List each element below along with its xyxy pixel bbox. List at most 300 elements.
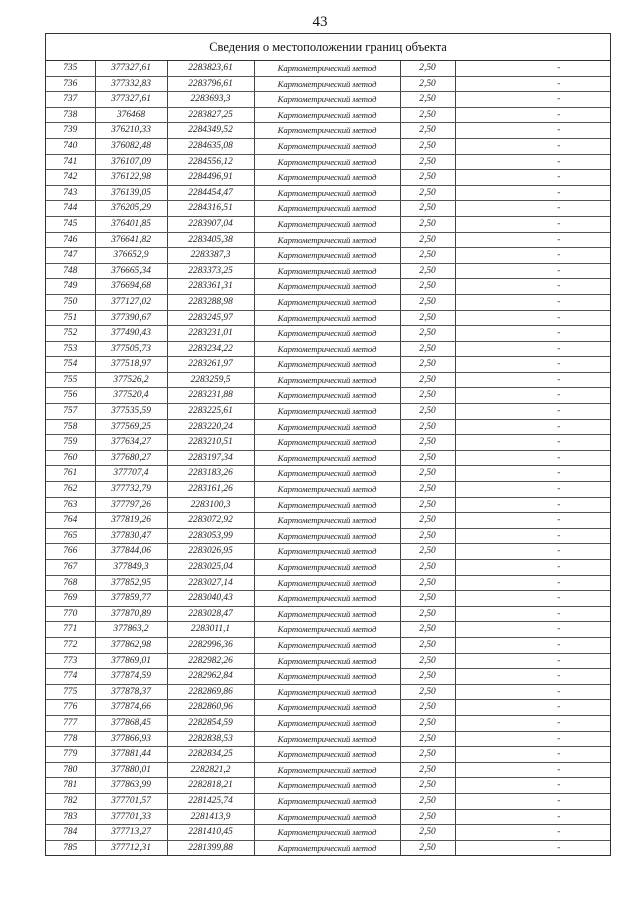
description-cell: - [455, 61, 610, 76]
accuracy-cell: 2,50 [400, 76, 455, 92]
coordinate-y-cell: 2283261,97 [167, 357, 254, 373]
point-number-cell: 741 [46, 154, 95, 170]
table-row [46, 747, 610, 763]
table-row [46, 154, 610, 170]
table-row [46, 404, 610, 420]
coordinate-y-cell: 2282818,21 [167, 778, 254, 794]
table-row [46, 513, 610, 529]
method-cell: Картометрический метод [254, 575, 400, 591]
description-cell: - [455, 497, 610, 513]
coordinate-x-cell: 376665,34 [95, 263, 167, 279]
coordinate-y-cell: 2282982,26 [167, 653, 254, 669]
description-cell: - [455, 123, 610, 139]
table-row [46, 544, 610, 560]
coordinate-y-cell: 2283231,01 [167, 326, 254, 342]
method-cell: Картометрический метод [254, 185, 400, 201]
coordinate-x-cell: 377849,3 [95, 560, 167, 576]
coordinate-y-cell: 2282869,86 [167, 684, 254, 700]
table-row [46, 201, 610, 217]
coordinate-x-cell: 377881,44 [95, 747, 167, 763]
coordinate-y-cell: 2283025,04 [167, 560, 254, 576]
coordinate-x-cell: 376210,33 [95, 123, 167, 139]
point-number-cell: 781 [46, 778, 95, 794]
coordinate-y-cell: 2283072,92 [167, 513, 254, 529]
coordinate-x-cell: 376401,85 [95, 216, 167, 232]
accuracy-cell: 2,50 [400, 591, 455, 607]
point-number-cell: 772 [46, 637, 95, 653]
coordinate-y-cell: 2282834,25 [167, 747, 254, 763]
description-cell: - [455, 793, 610, 809]
description-cell: - [455, 154, 610, 170]
table-row [46, 263, 610, 279]
point-number-cell: 779 [46, 747, 95, 763]
description-cell: - [455, 216, 610, 232]
description-cell: - [455, 201, 610, 217]
table-row [46, 232, 610, 248]
method-cell: Картометрический метод [254, 154, 400, 170]
point-number-cell: 743 [46, 185, 95, 201]
point-number-cell: 769 [46, 591, 95, 607]
coordinate-x-cell: 376694,68 [95, 279, 167, 295]
table-row [46, 731, 610, 747]
method-cell: Картометрический метод [254, 606, 400, 622]
method-cell: Картометрический метод [254, 357, 400, 373]
method-cell: Картометрический метод [254, 622, 400, 638]
coordinate-y-cell: 2283100,3 [167, 497, 254, 513]
description-cell: - [455, 372, 610, 388]
method-cell: Картометрический метод [254, 513, 400, 529]
coordinate-y-cell: 2283827,25 [167, 107, 254, 123]
description-cell: - [455, 575, 610, 591]
table-row [46, 450, 610, 466]
coordinate-x-cell: 376139,05 [95, 185, 167, 201]
method-cell: Картометрический метод [254, 497, 400, 513]
table-row [46, 310, 610, 326]
accuracy-cell: 2,50 [400, 497, 455, 513]
description-cell: - [455, 279, 610, 295]
accuracy-cell: 2,50 [400, 294, 455, 310]
coordinate-x-cell: 377332,83 [95, 76, 167, 92]
accuracy-cell: 2,50 [400, 341, 455, 357]
description-cell: - [455, 435, 610, 451]
point-number-cell: 777 [46, 715, 95, 731]
description-cell: - [455, 715, 610, 731]
table-row [46, 840, 610, 855]
coordinate-x-cell: 377797,26 [95, 497, 167, 513]
description-cell: - [455, 185, 610, 201]
coordinate-y-cell: 2283361,31 [167, 279, 254, 295]
table-row [46, 138, 610, 154]
accuracy-cell: 2,50 [400, 435, 455, 451]
description-cell: - [455, 637, 610, 653]
description-cell: - [455, 528, 610, 544]
accuracy-cell: 2,50 [400, 513, 455, 529]
description-cell: - [455, 138, 610, 154]
coordinate-x-cell: 376107,09 [95, 154, 167, 170]
coordinate-x-cell: 377863,2 [95, 622, 167, 638]
accuracy-cell: 2,50 [400, 357, 455, 373]
description-cell: - [455, 684, 610, 700]
point-number-cell: 762 [46, 482, 95, 498]
table-row [46, 684, 610, 700]
table-row [46, 809, 610, 825]
point-number-cell: 771 [46, 622, 95, 638]
coordinate-y-cell: 2281399,88 [167, 840, 254, 855]
method-cell: Картометрический метод [254, 528, 400, 544]
coordinate-x-cell: 377874,59 [95, 669, 167, 685]
coordinate-x-cell: 377390,67 [95, 310, 167, 326]
coordinate-x-cell: 376205,29 [95, 201, 167, 217]
table-row [46, 216, 610, 232]
table-row [46, 294, 610, 310]
point-number-cell: 749 [46, 279, 95, 295]
method-cell: Картометрический метод [254, 310, 400, 326]
method-cell: Картометрический метод [254, 762, 400, 778]
coordinate-x-cell: 377844,06 [95, 544, 167, 560]
method-cell: Картометрический метод [254, 92, 400, 108]
coordinate-y-cell: 2283161,26 [167, 482, 254, 498]
coordinate-y-cell: 2283210,51 [167, 435, 254, 451]
coordinate-y-cell: 2283011,1 [167, 622, 254, 638]
point-number-cell: 745 [46, 216, 95, 232]
coordinate-y-cell: 2284496,91 [167, 170, 254, 186]
coordinate-y-cell: 2283231,88 [167, 388, 254, 404]
point-number-cell: 775 [46, 684, 95, 700]
coordinate-x-cell: 376122,98 [95, 170, 167, 186]
accuracy-cell: 2,50 [400, 637, 455, 653]
method-cell: Картометрический метод [254, 372, 400, 388]
method-cell: Картометрический метод [254, 825, 400, 841]
accuracy-cell: 2,50 [400, 372, 455, 388]
point-number-cell: 774 [46, 669, 95, 685]
table-row [46, 622, 610, 638]
accuracy-cell: 2,50 [400, 123, 455, 139]
table-row [46, 669, 610, 685]
accuracy-cell: 2,50 [400, 61, 455, 76]
accuracy-cell: 2,50 [400, 825, 455, 841]
coordinate-y-cell: 2282854,59 [167, 715, 254, 731]
description-cell: - [455, 513, 610, 529]
description-cell: - [455, 76, 610, 92]
point-number-cell: 776 [46, 700, 95, 716]
coordinate-y-cell: 2283028,47 [167, 606, 254, 622]
point-number-cell: 760 [46, 450, 95, 466]
table-row [46, 778, 610, 794]
description-cell: - [455, 731, 610, 747]
method-cell: Картометрический метод [254, 435, 400, 451]
coordinate-y-cell: 2283405,38 [167, 232, 254, 248]
point-number-cell: 761 [46, 466, 95, 482]
description-cell: - [455, 778, 610, 794]
point-number-cell: 752 [46, 326, 95, 342]
accuracy-cell: 2,50 [400, 793, 455, 809]
accuracy-cell: 2,50 [400, 201, 455, 217]
table-row [46, 248, 610, 264]
coordinate-x-cell: 377707,4 [95, 466, 167, 482]
coordinate-x-cell: 377866,93 [95, 731, 167, 747]
table-row [46, 61, 610, 76]
point-number-cell: 778 [46, 731, 95, 747]
description-cell: - [455, 466, 610, 482]
description-cell: - [455, 544, 610, 560]
accuracy-cell: 2,50 [400, 575, 455, 591]
point-number-cell: 746 [46, 232, 95, 248]
table-row [46, 326, 610, 342]
method-cell: Картометрический метод [254, 684, 400, 700]
description-cell: - [455, 357, 610, 373]
table-row [46, 482, 610, 498]
coordinate-x-cell: 377713,27 [95, 825, 167, 841]
point-number-cell: 764 [46, 513, 95, 529]
coordinate-y-cell: 2283026,95 [167, 544, 254, 560]
description-cell: - [455, 294, 610, 310]
accuracy-cell: 2,50 [400, 653, 455, 669]
table-row [46, 107, 610, 123]
description-cell: - [455, 404, 610, 420]
accuracy-cell: 2,50 [400, 263, 455, 279]
description-cell: - [455, 482, 610, 498]
coordinate-x-cell: 377701,33 [95, 809, 167, 825]
coordinate-x-cell: 377880,01 [95, 762, 167, 778]
table-row [46, 388, 610, 404]
accuracy-cell: 2,50 [400, 138, 455, 154]
description-cell: - [455, 248, 610, 264]
coordinate-x-cell: 377526,2 [95, 372, 167, 388]
coordinate-y-cell: 2282996,36 [167, 637, 254, 653]
accuracy-cell: 2,50 [400, 544, 455, 560]
coordinate-y-cell: 2281413,9 [167, 809, 254, 825]
coordinate-x-cell: 377535,59 [95, 404, 167, 420]
coordinate-x-cell: 377634,27 [95, 435, 167, 451]
coordinate-y-cell: 2284316,51 [167, 201, 254, 217]
point-number-cell: 783 [46, 809, 95, 825]
accuracy-cell: 2,50 [400, 747, 455, 763]
table-row [46, 123, 610, 139]
accuracy-cell: 2,50 [400, 170, 455, 186]
point-number-cell: 744 [46, 201, 95, 217]
accuracy-cell: 2,50 [400, 326, 455, 342]
coordinate-x-cell: 377127,02 [95, 294, 167, 310]
table-row [46, 185, 610, 201]
table-row [46, 497, 610, 513]
table-row [46, 591, 610, 607]
table-row [46, 762, 610, 778]
description-cell: - [455, 591, 610, 607]
accuracy-cell: 2,50 [400, 279, 455, 295]
coordinate-y-cell: 2283234,22 [167, 341, 254, 357]
description-cell: - [455, 388, 610, 404]
method-cell: Картометрический метод [254, 809, 400, 825]
description-cell: - [455, 669, 610, 685]
coordinate-x-cell: 377569,25 [95, 419, 167, 435]
table-row [46, 575, 610, 591]
coordinate-x-cell: 376468 [95, 107, 167, 123]
coordinate-y-cell: 2283907,04 [167, 216, 254, 232]
accuracy-cell: 2,50 [400, 684, 455, 700]
coordinate-x-cell: 377868,45 [95, 715, 167, 731]
table-row [46, 560, 610, 576]
method-cell: Картометрический метод [254, 778, 400, 794]
point-number-cell: 758 [46, 419, 95, 435]
point-number-cell: 751 [46, 310, 95, 326]
method-cell: Картометрический метод [254, 404, 400, 420]
point-number-cell: 742 [46, 170, 95, 186]
point-number-cell: 782 [46, 793, 95, 809]
accuracy-cell: 2,50 [400, 310, 455, 326]
description-cell: - [455, 263, 610, 279]
point-number-cell: 766 [46, 544, 95, 560]
method-cell: Картометрический метод [254, 482, 400, 498]
table-caption: Сведения о местоположении границ объекта [46, 34, 610, 61]
method-cell: Картометрический метод [254, 637, 400, 653]
point-number-cell: 756 [46, 388, 95, 404]
coordinate-x-cell: 377327,61 [95, 92, 167, 108]
point-number-cell: 739 [46, 123, 95, 139]
coordinate-x-cell: 377870,89 [95, 606, 167, 622]
description-cell: - [455, 107, 610, 123]
point-number-cell: 785 [46, 840, 95, 855]
coordinates-table [46, 61, 610, 855]
coordinate-x-cell: 376082,48 [95, 138, 167, 154]
description-cell: - [455, 310, 610, 326]
coordinate-x-cell: 376652,9 [95, 248, 167, 264]
accuracy-cell: 2,50 [400, 700, 455, 716]
point-number-cell: 757 [46, 404, 95, 420]
description-cell: - [455, 232, 610, 248]
description-cell: - [557, 842, 561, 853]
point-number-cell: 763 [46, 497, 95, 513]
coordinate-y-cell: 2283183,26 [167, 466, 254, 482]
coordinate-y-cell: 2283373,25 [167, 263, 254, 279]
method-cell: Картометрический метод [254, 216, 400, 232]
accuracy-cell: 2,50 [400, 92, 455, 108]
description-cell: - [455, 560, 610, 576]
table-row [46, 637, 610, 653]
point-number-cell: 780 [46, 762, 95, 778]
description-cell: - [455, 825, 610, 841]
coordinate-y-cell: 2283053,99 [167, 528, 254, 544]
table-row [46, 715, 610, 731]
point-number-cell: 770 [46, 606, 95, 622]
table-row [46, 372, 610, 388]
point-number-cell: 737 [46, 92, 95, 108]
method-cell: Картометрический метод [254, 450, 400, 466]
coordinate-y-cell: 2284349,52 [167, 123, 254, 139]
method-cell: Картометрический метод [254, 76, 400, 92]
accuracy-cell: 2,50 [400, 622, 455, 638]
point-number-cell: 767 [46, 560, 95, 576]
accuracy-cell: 2,50 [400, 762, 455, 778]
method-cell: Картометрический метод [254, 700, 400, 716]
coordinate-y-cell: 2282838,53 [167, 731, 254, 747]
table-row [46, 793, 610, 809]
point-number-cell: 740 [46, 138, 95, 154]
coordinate-y-cell: 2283823,61 [167, 61, 254, 76]
coordinate-x-cell: 377863,99 [95, 778, 167, 794]
accuracy-cell: 2,50 [400, 388, 455, 404]
description-cell: - [455, 450, 610, 466]
description-cell: - [455, 92, 610, 108]
point-number-cell: 759 [46, 435, 95, 451]
description-cell: - [455, 606, 610, 622]
coordinate-x-cell: 377680,27 [95, 450, 167, 466]
method-cell: Картометрический метод [254, 669, 400, 685]
coordinate-x-cell: 377878,37 [95, 684, 167, 700]
accuracy-cell: 2,50 [400, 482, 455, 498]
description-cell: - [455, 326, 610, 342]
description-cell: - [455, 809, 610, 825]
coordinate-y-cell: 2283225,61 [167, 404, 254, 420]
method-cell: Картометрический метод [254, 715, 400, 731]
coordinate-y-cell: 2283693,3 [167, 92, 254, 108]
point-number-cell: 735 [46, 61, 95, 76]
table-row [46, 279, 610, 295]
table-row [46, 170, 610, 186]
boundary-table-sheet [45, 33, 611, 856]
coordinate-y-cell: 2283259,5 [167, 372, 254, 388]
method-cell: Картометрический метод [254, 248, 400, 264]
description-cell: - [455, 700, 610, 716]
point-number-cell: 755 [46, 372, 95, 388]
method-cell: Картометрический метод [254, 731, 400, 747]
accuracy-cell: 2,50 [400, 154, 455, 170]
point-number-cell: 784 [46, 825, 95, 841]
coordinate-y-cell: 2281410,45 [167, 825, 254, 841]
accuracy-cell: 2,50 [400, 107, 455, 123]
coordinate-x-cell: 377859,77 [95, 591, 167, 607]
accuracy-cell: 2,50 [400, 560, 455, 576]
method-cell: Картометрический метод [254, 61, 400, 76]
method-cell: Картометрический метод [254, 107, 400, 123]
coordinate-y-cell: 2283027,14 [167, 575, 254, 591]
accuracy-cell: 2,50 [400, 840, 455, 855]
accuracy-cell: 2,50 [400, 606, 455, 622]
point-number-cell: 753 [46, 341, 95, 357]
accuracy-cell: 2,50 [400, 669, 455, 685]
method-cell: Картометрический метод [254, 201, 400, 217]
description-cell: - [455, 747, 610, 763]
accuracy-cell: 2,50 [400, 450, 455, 466]
coordinate-x-cell: 377490,43 [95, 326, 167, 342]
description-cell: - [455, 653, 610, 669]
method-cell: Картометрический метод [254, 388, 400, 404]
coordinate-x-cell: 377701,57 [95, 793, 167, 809]
coordinates-table-body [46, 61, 610, 855]
method-cell: Картометрический метод [254, 341, 400, 357]
table-row [46, 606, 610, 622]
point-number-cell: 747 [46, 248, 95, 264]
method-cell: Картометрический метод [254, 419, 400, 435]
point-number-cell: 750 [46, 294, 95, 310]
accuracy-cell: 2,50 [400, 731, 455, 747]
coordinate-x-cell: 377732,79 [95, 482, 167, 498]
coordinate-y-cell: 2284635,08 [167, 138, 254, 154]
table-row [46, 357, 610, 373]
coordinate-y-cell: 2284556,12 [167, 154, 254, 170]
method-cell: Картометрический метод [254, 232, 400, 248]
coordinate-y-cell: 2282962,84 [167, 669, 254, 685]
description-cell: - [455, 762, 610, 778]
method-cell: Картометрический метод [254, 653, 400, 669]
accuracy-cell: 2,50 [400, 404, 455, 420]
method-cell: Картометрический метод [254, 560, 400, 576]
accuracy-cell: 2,50 [400, 232, 455, 248]
table-row [46, 700, 610, 716]
table-row [46, 76, 610, 92]
method-cell: Картометрический метод [254, 544, 400, 560]
coordinate-x-cell: 377505,73 [95, 341, 167, 357]
method-cell: Картометрический метод [254, 840, 400, 855]
